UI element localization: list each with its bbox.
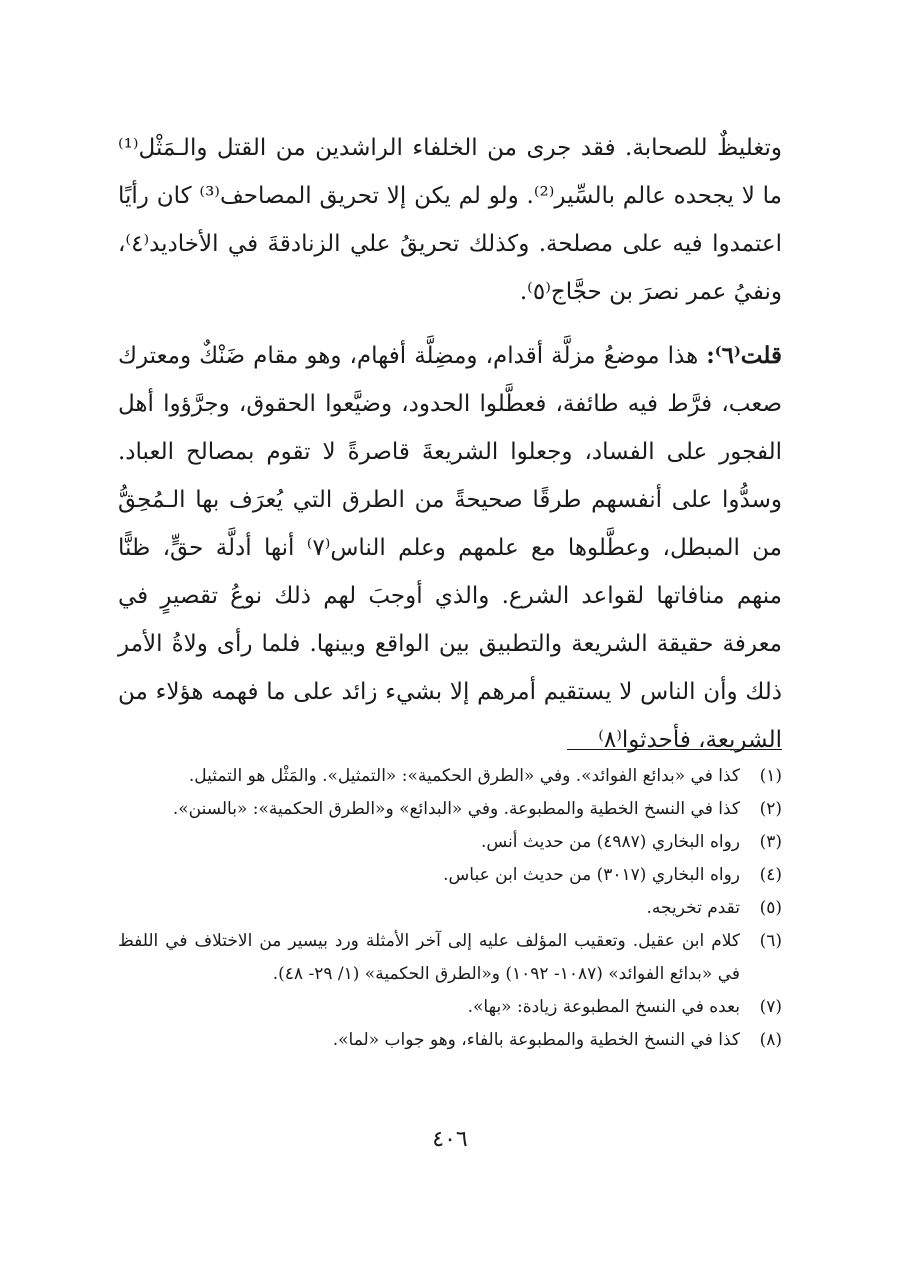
footnotes-section xyxy=(118,760,782,1057)
footnote-5 xyxy=(118,892,782,925)
body-paragraph-2 xyxy=(118,332,782,764)
footnote-text: بعده في النسخ المطبوعة زيادة: «بها». xyxy=(467,997,740,1017)
footnote-number: (١) xyxy=(759,766,782,786)
footnote-text: كذا في النسخ الخطية والمطبوعة بالفاء، وهو جواب «لما». xyxy=(332,1030,740,1050)
footnote-3 xyxy=(118,826,782,859)
paragraph-2-lead: قلت⁽٦⁾: xyxy=(706,342,782,369)
footnote-number: (٢) xyxy=(759,799,782,819)
footnote-7 xyxy=(118,991,782,1024)
body-paragraph-1 xyxy=(118,124,782,316)
paragraph-1-text: وتغليظٌ للصحابة. فقد جرى من الخلفاء الراشدين من القتل والـمَثْل⁽¹⁾ ما لا يجحده عالم بالسِّير⁽²⁾. ولو لم يكن إلا تحريق المصاحف⁽³⁾ كان رأيًا اعتمدوا فيه على مصلحة. وكذلك تحريقُ علي الزنادقةَ في الأخاديد⁽٤⁾، ونفيُ عمر نصرَ بن حجَّاج⁽٥⁾. xyxy=(118,135,782,305)
paragraph-2-text: هذا موضعُ مزلَّة أقدام، ومضِلَّة أفهام، وهو مقام ضَنْكٌ ومعترك صعب، فرَّط فيه طائفة، فعطَّلوا الحدود، وضيَّعوا الحقوق، وجرَّؤوا أهل الفجور على الفساد، وجعلوا الشريعةَ قاصرةً لا تقوم بمصالح العباد. وسدُّوا على أنفسهم طرقًا صحيحةً من الطرق التي يُعرَف بها الـمُحِقُّ من المبطل، وعطَّلوها مع علمهم وعلم الناس⁽٧⁾ أنها أدلَّة حقٍّ، ظنًّا منهم منافاتها لقواعد الشرع. والذي أوجبَ لهم ذلك نوعُ تقصيرٍ في معرفة حقيقة الشريعة والتطبيق بين الواقع وبينها. فلما رأى ولاةُ الأمر ذلك وأن الناس لا يستقيم أمرهم إلا بشيء زائد على ما فهمه هؤلاء من الشريعة، فأحدثوا⁽٨⁾ xyxy=(118,343,782,753)
footnote-text: رواه البخاري (٣٠١٧) من حديث ابن عباس. xyxy=(443,865,740,885)
footnote-number: (٣) xyxy=(759,832,782,852)
footnote-2 xyxy=(118,793,782,826)
footnote-number: (٧) xyxy=(759,997,782,1017)
footnote-1 xyxy=(118,760,782,793)
footnote-number: (٤) xyxy=(759,865,782,885)
footnote-number: (٥) xyxy=(759,898,782,918)
footnote-8 xyxy=(118,1024,782,1057)
footnote-text: كذا في النسخ الخطية والمطبوعة. وفي «البدائع» و«الطرق الحكمية»: «بالسنن». xyxy=(172,799,740,819)
footnote-6 xyxy=(118,925,782,991)
footnote-text: كذا في «بدائع الفوائد». وفي «الطرق الحكمية»: «التمثيل». والمَثْل هو التمثيل. xyxy=(188,766,740,786)
footnote-4 xyxy=(118,859,782,892)
footnote-text: تقدم تخريجه. xyxy=(646,898,740,918)
footnote-number: (٨) xyxy=(759,1030,782,1050)
footnote-text: رواه البخاري (٤٩٨٧) من حديث أنس. xyxy=(480,832,740,852)
page-number: ٤٠٦ xyxy=(432,1127,468,1152)
footnote-text: كلام ابن عقيل. وتعقيب المؤلف عليه إلى آخر الأمثلة ورد بيسير من الاختلاف في اللفظ في «بدائع الفوائد» (١٠٨٧- ١٠٩٢) و«الطرق الحكمية» (١/ ٢٩- ٤٨). xyxy=(118,931,740,984)
footnote-divider xyxy=(567,749,782,750)
footnote-number: (٦) xyxy=(759,931,782,951)
